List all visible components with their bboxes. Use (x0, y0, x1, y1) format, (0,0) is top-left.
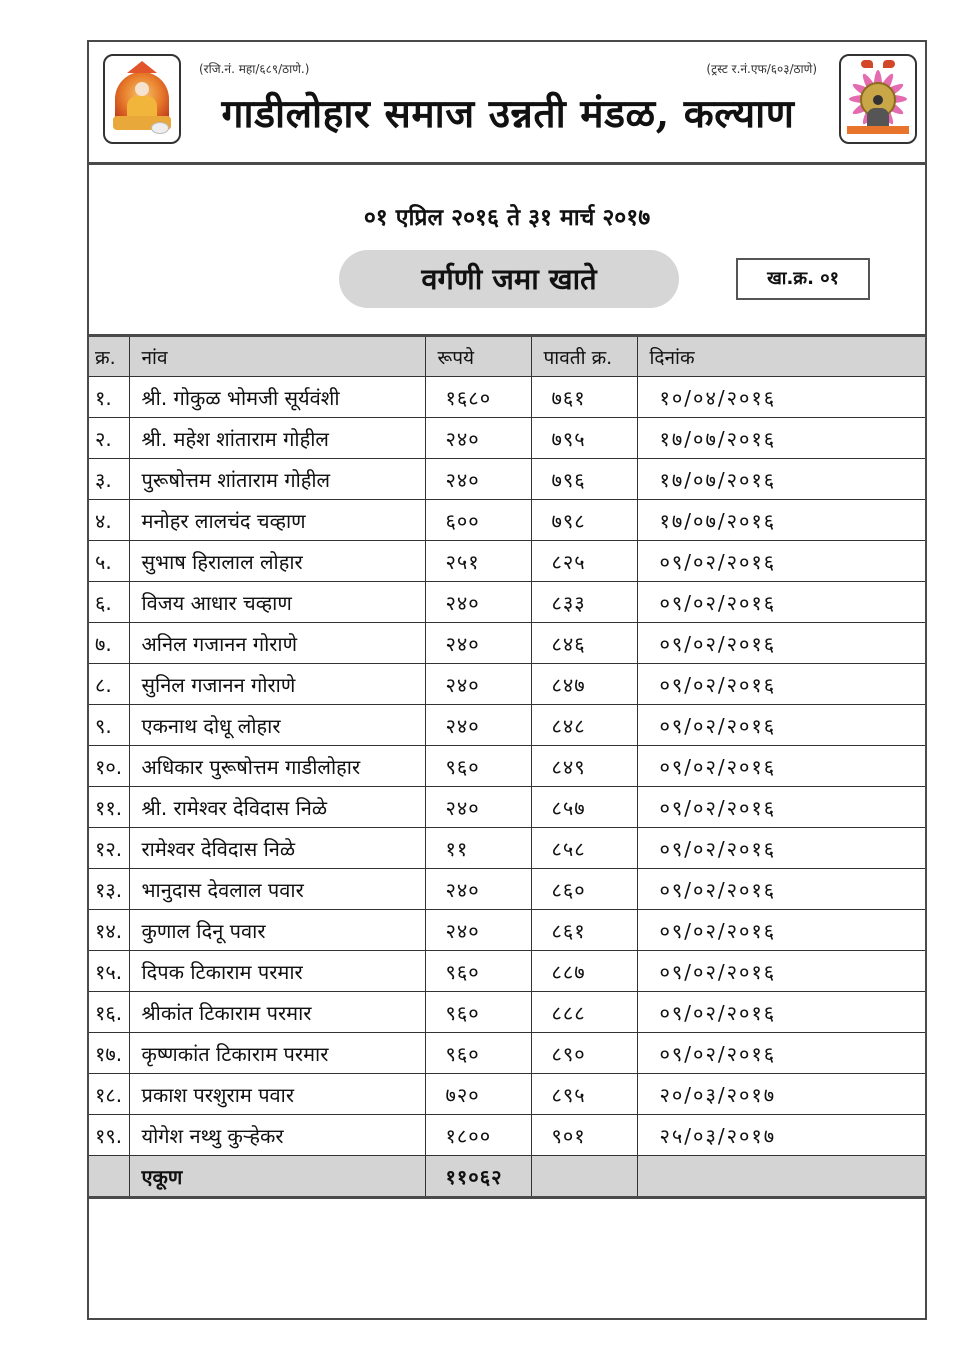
cell-name: एकनाथ दोधू लोहार (129, 705, 425, 746)
cell-name: श्री. रामेश्वर देविदास निळे (129, 787, 425, 828)
cell-serial-empty (89, 1156, 129, 1198)
cell-date: ०९/०२/२०१६ (637, 910, 925, 951)
cell-date: १०/०४/२०१६ (637, 377, 925, 418)
section-title: वर्गणी जमा खाते (339, 250, 679, 308)
cell-name: कृष्णकांत टिकाराम परमार (129, 1033, 425, 1074)
cell-date: ०९/०२/२०१६ (637, 787, 925, 828)
cell-receipt: ८४८ (531, 705, 637, 746)
cell-name: कुणाल दिनू पवार (129, 910, 425, 951)
cell-amount: ९६० (425, 951, 531, 992)
cell-amount: ९६० (425, 746, 531, 787)
cell-amount: १८०० (425, 1115, 531, 1156)
cell-amount: ९६० (425, 1033, 531, 1074)
cell-receipt: ८५८ (531, 828, 637, 869)
column-header-date: दिनांक (637, 336, 925, 377)
cell-serial: २. (89, 418, 129, 459)
cell-amount: २४० (425, 787, 531, 828)
cell-name: भानुदास देवलाल पवार (129, 869, 425, 910)
cell-amount: २४० (425, 418, 531, 459)
cell-amount: ९६० (425, 992, 531, 1033)
cell-name: अनिल गजानन गोराणे (129, 623, 425, 664)
cell-serial: ४. (89, 500, 129, 541)
cell-serial: १०. (89, 746, 129, 787)
page-header (89, 42, 925, 165)
cell-receipt: ७९८ (531, 500, 637, 541)
cell-name: मनोहर लालचंद चव्हाण (129, 500, 425, 541)
cell-date-empty (637, 1156, 925, 1198)
cell-name: अधिकार पुरूषोत्तम गाडीलोहार (129, 746, 425, 787)
column-header-name: नांव (129, 336, 425, 377)
cell-date: ०९/०२/२०१६ (637, 582, 925, 623)
cell-date: १७/०७/२०१६ (637, 418, 925, 459)
contributions-table (89, 334, 925, 1199)
cell-name: विजय आधार चव्हाण (129, 582, 425, 623)
cell-date: ०९/०२/२०१६ (637, 869, 925, 910)
cell-date: ०९/०२/२०१६ (637, 828, 925, 869)
cell-receipt: ७९६ (531, 459, 637, 500)
cell-serial: ९. (89, 705, 129, 746)
table-row (89, 992, 925, 1033)
cell-receipt: ८८७ (531, 951, 637, 992)
document-page (87, 40, 927, 1320)
cell-receipt: ७९५ (531, 418, 637, 459)
table-row (89, 1074, 925, 1115)
cell-serial: १५. (89, 951, 129, 992)
cell-serial: १८. (89, 1074, 129, 1115)
cell-name: प्रकाश परशुराम पवार (129, 1074, 425, 1115)
logo-birds (859, 60, 899, 70)
logo-bar (847, 126, 909, 134)
cell-receipt: ८८८ (531, 992, 637, 1033)
total-label: एकूण (129, 1156, 425, 1198)
table-row (89, 746, 925, 787)
total-row (89, 1156, 925, 1198)
cell-name: योगेश नथ्थु कुऱ्हेकर (129, 1115, 425, 1156)
column-header-serial: क्र. (89, 336, 129, 377)
cell-receipt: ७६१ (531, 377, 637, 418)
cell-serial: ८. (89, 664, 129, 705)
cell-name: श्री. गोकुळ भोमजी सूर्यवंशी (129, 377, 425, 418)
cell-date: ०९/०२/२०१६ (637, 705, 925, 746)
table-row (89, 377, 925, 418)
cell-amount: २५१ (425, 541, 531, 582)
cell-serial: ७. (89, 623, 129, 664)
cell-amount: २४० (425, 582, 531, 623)
table-row (89, 500, 925, 541)
accounting-period: ०१ एप्रिल २०१६ ते ३१ मार्च २०१७ (363, 204, 651, 231)
table-row (89, 459, 925, 500)
organization-title: गाडीलोहार समाज उन्नती मंडळ, कल्याण (221, 91, 795, 137)
table-row (89, 582, 925, 623)
cell-receipt: ८२५ (531, 541, 637, 582)
total-amount: ११०६२ (425, 1156, 531, 1198)
table-row (89, 951, 925, 992)
cell-name: रामेश्वर देविदास निळे (129, 828, 425, 869)
cell-amount: ६०० (425, 500, 531, 541)
cell-receipt-empty (531, 1156, 637, 1198)
cell-receipt: ८९५ (531, 1074, 637, 1115)
table-row (89, 705, 925, 746)
table-row (89, 623, 925, 664)
logo-blacksmith (867, 108, 889, 128)
cell-receipt: ८४७ (531, 664, 637, 705)
cell-date: ०९/०२/२०१६ (637, 541, 925, 582)
table-row (89, 418, 925, 459)
cell-serial: १. (89, 377, 129, 418)
cell-name: श्रीकांत टिकाराम परमार (129, 992, 425, 1033)
table-row (89, 787, 925, 828)
cell-serial: ६. (89, 582, 129, 623)
table-row (89, 664, 925, 705)
cell-date: ०९/०२/२०१६ (637, 1033, 925, 1074)
cell-date: १७/०७/२०१६ (637, 459, 925, 500)
trust-registration-number: (ट्रस्ट र.नं.एफ/६०३/ठाणे) (706, 62, 817, 76)
cell-date: ०९/०२/२०१६ (637, 664, 925, 705)
cell-receipt: ८९० (531, 1033, 637, 1074)
cell-name: श्री. महेश शांताराम गोहील (129, 418, 425, 459)
table-row (89, 1033, 925, 1074)
cell-amount: २४० (425, 869, 531, 910)
cell-date: ०९/०२/२०१६ (637, 746, 925, 787)
cell-date: ०९/०२/२०१६ (637, 992, 925, 1033)
cell-receipt: ८४९ (531, 746, 637, 787)
column-header-amount: रूपये (425, 336, 531, 377)
cell-serial: १७. (89, 1033, 129, 1074)
table-row (89, 828, 925, 869)
cell-receipt: ८५७ (531, 787, 637, 828)
cell-date: ०९/०२/२०१६ (637, 623, 925, 664)
cell-date: ०९/०२/२०१६ (637, 951, 925, 992)
logo-face (135, 82, 149, 96)
cell-receipt: ८३३ (531, 582, 637, 623)
cell-amount: ११ (425, 828, 531, 869)
cell-serial: १२. (89, 828, 129, 869)
cell-serial: ११. (89, 787, 129, 828)
table-row (89, 869, 925, 910)
table-header-row (89, 336, 925, 377)
cell-name: दिपक टिकाराम परमार (129, 951, 425, 992)
cell-amount: ७२० (425, 1074, 531, 1115)
ledger-number: खा.क्र. ०१ (736, 258, 870, 300)
cell-date: २५/०३/२०१७ (637, 1115, 925, 1156)
table-body (89, 377, 925, 1198)
cell-date: १७/०७/२०१६ (637, 500, 925, 541)
cell-serial: १४. (89, 910, 129, 951)
cell-amount: १६८० (425, 377, 531, 418)
cell-serial: १९. (89, 1115, 129, 1156)
column-header-receipt: पावती क्र. (531, 336, 637, 377)
cell-name: सुनिल गजानन गोराणे (129, 664, 425, 705)
table-row (89, 1115, 925, 1156)
wheel-lotus-logo-icon (839, 54, 917, 144)
logo-umbrella (127, 61, 157, 73)
table-row (89, 541, 925, 582)
cell-serial: ५. (89, 541, 129, 582)
cell-receipt: ९०१ (531, 1115, 637, 1156)
cell-name: सुभाष हिरालाल लोहार (129, 541, 425, 582)
cell-receipt: ८४६ (531, 623, 637, 664)
cell-amount: २४० (425, 705, 531, 746)
cell-date: २०/०३/२०१७ (637, 1074, 925, 1115)
cell-serial: १६. (89, 992, 129, 1033)
cell-name: पुरूषोत्तम शांताराम गोहील (129, 459, 425, 500)
cell-amount: २४० (425, 910, 531, 951)
cell-receipt: ८६१ (531, 910, 637, 951)
cell-amount: २४० (425, 664, 531, 705)
logo-cow (151, 122, 169, 134)
table-row (89, 910, 925, 951)
cell-serial: ३. (89, 459, 129, 500)
registration-number: (रजि.नं. महा/६८९/ठाणे.) (199, 62, 310, 76)
deity-logo-icon (103, 54, 181, 144)
cell-serial: १३. (89, 869, 129, 910)
cell-receipt: ८६० (531, 869, 637, 910)
cell-amount: २४० (425, 459, 531, 500)
cell-amount: २४० (425, 623, 531, 664)
